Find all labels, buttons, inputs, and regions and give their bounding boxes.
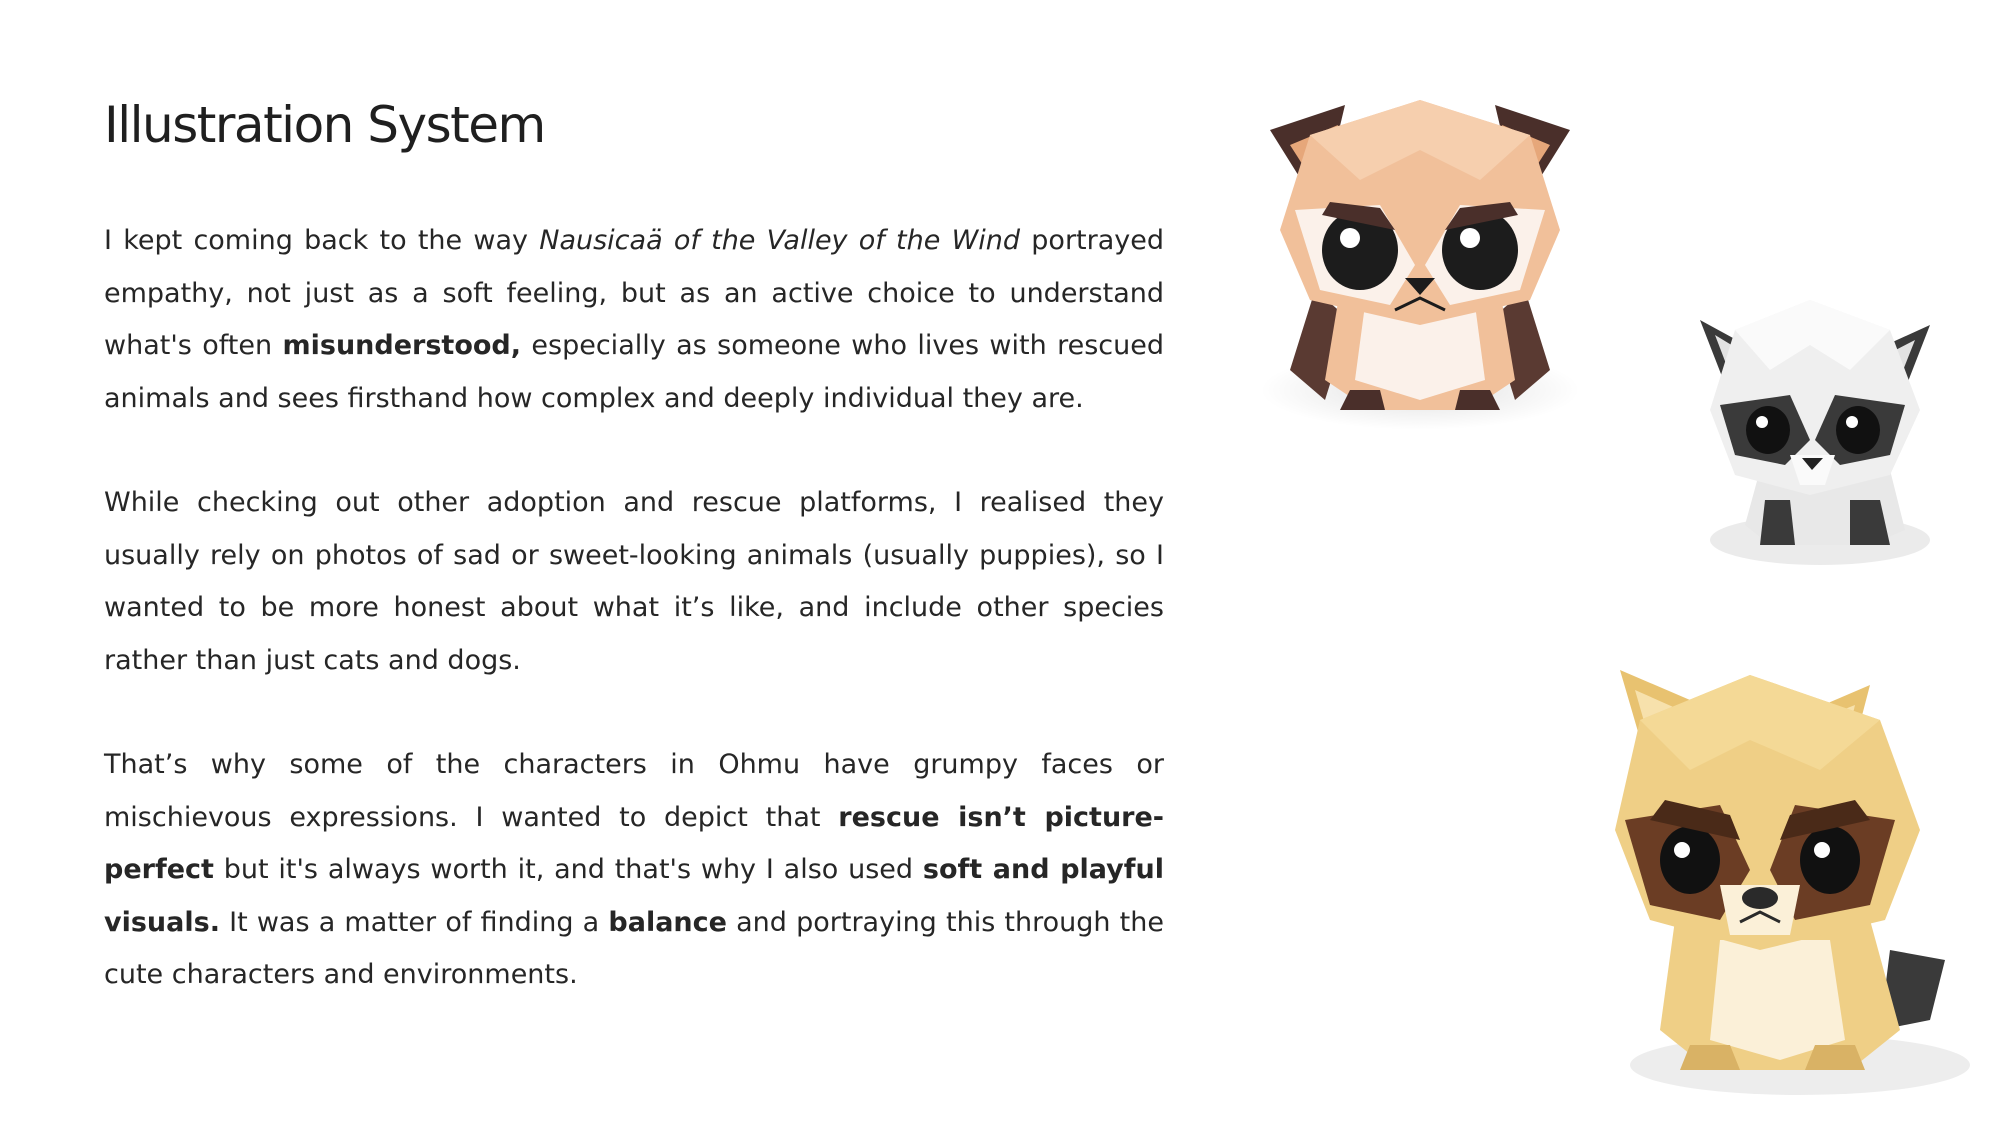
paragraph xyxy=(104,739,1164,1002)
text-segment: and portraying this through the cute characters and environments. xyxy=(104,906,1164,990)
fox-illustration xyxy=(1580,660,1980,1100)
paragraph xyxy=(104,215,1164,425)
text-segment: That’s why some of the characters in Ohmu have grumpy faces or mischievous expressions. I wanted to depict that xyxy=(104,749,1164,833)
emphasis: soft and playful visuals. xyxy=(104,854,1164,938)
text-segment: but it's always worth it, and that's why I also used xyxy=(213,854,923,885)
paragraph xyxy=(104,477,1164,687)
page-title: Illustration System xyxy=(104,96,545,154)
text-segment: While checking out other adoption and rescue platforms, I realised they usually rely on photos of sad or sweet-looking animals (usually puppies), so I wanted to be more honest about what it’s like, and include other species rather than just cats and dogs. xyxy=(104,487,1164,676)
raccoon-illustration xyxy=(1680,290,1950,570)
red-panda-illustration xyxy=(1230,90,1610,450)
text-segment: I kept coming back to the way xyxy=(104,225,540,256)
emphasis: balance xyxy=(608,906,727,938)
body-text xyxy=(104,215,1164,1054)
text-segment: portrayed empathy, not just as a soft feeling, but as an active choice to understand what's often xyxy=(104,225,1165,361)
text-segment: especially as someone who lives with rescued animals and sees firsthand how complex and deeply individual they are. xyxy=(104,330,1165,414)
film-title: Nausicaä of the Valley of the Wind xyxy=(539,225,1021,256)
text-segment: It was a matter of finding a xyxy=(219,906,609,938)
emphasis: misunderstood, xyxy=(282,330,522,361)
emphasis: rescue isn’t picture-perfect xyxy=(104,801,1165,885)
